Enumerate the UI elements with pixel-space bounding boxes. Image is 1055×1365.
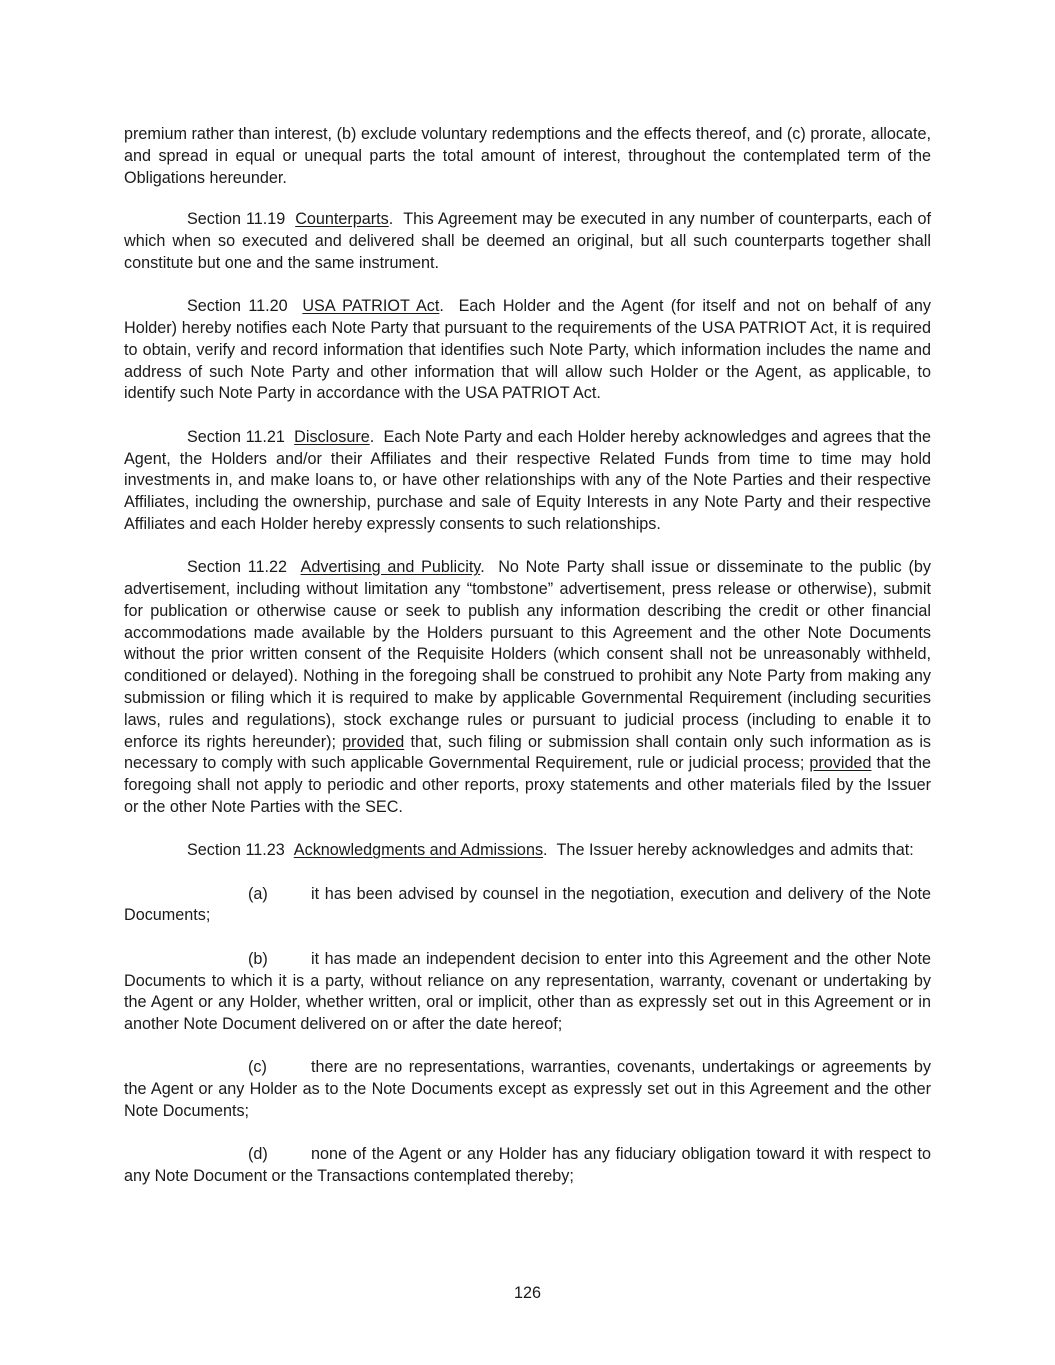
section-body: that the foregoing shall not apply to periodic and other reports, proxy statements and other materials filed by the Issuer or the other Note Parties with the SEC. <box>124 754 932 817</box>
document-page <box>124 124 931 1209</box>
section-body: Each Note Party and each Holder hereby acknowledges and agrees that the Agent, the Holders and/or their Affiliates and their respective Related Funds from time to time may hold investments in, and make loans to, or have other relationships with any of the Note Parties and their respective Affiliates, including the ownership, purchase and sale of Equity Interests in any Note Party and their respective Affiliates and each Holder hereby expressly consents to such relationships. <box>124 427 931 533</box>
section-title: Advertising and Publicity <box>300 558 481 577</box>
provided-term: provided <box>809 754 872 773</box>
list-item <box>124 1057 931 1122</box>
section-body: The Issuer hereby acknowledges and admits that: <box>556 841 914 860</box>
page-number: 126 <box>513 1284 541 1302</box>
list-item <box>124 1144 931 1188</box>
section-11-20: Section 11.20 USA PATRIOT Act. Each Holder and the Agent (for itself and not on behalf of any Holder) hereby notifies each Note Party that pursuant to the requirements of the USA PATRIOT Act, it is required to obtain, verify and record information that identifies such Note Party, which information includes the name and address of such Note Party and other information that will allow such Holder or the Agent, as applicable, to identify such Note Party in accordance with the USA PATRIOT Act. <box>124 297 931 403</box>
section-title: Counterparts <box>295 210 389 229</box>
section-body: No Note Party shall issue or disseminate to the public (by advertisement, including without limitation any “tombstone” advertisement, press release or otherwise), submit for publication or otherwise cause or seek to publish any information describing the credit or other financial accommodations made available by the Holders pursuant to this Agreement and the other Note Documents without the prior written consent of the Requisite Holders (which consent shall not be unreasonably withheld, conditioned or delayed). Nothing in the foregoing shall be construed to prohibit any Note Party from making any submission or filing which it is required to make by applicable Governmental Requirement (including securities laws, rules and regulations), stock exchange rules or pursuant to judicial process (including to enable it to enforce its rights hereunder); <box>124 558 931 751</box>
item-text: there are no representations, warranties, covenants, undertakings or agreements by the Agent or any Holder as to the Note Documents except as expressly set out in this Agreement and the other Note Documents; <box>124 1058 931 1120</box>
provided-term: provided <box>342 732 405 751</box>
section-11-19: Section 11.19 Counterparts. This Agreement may be executed in any number of counterparts, each of which when so executed and delivered shall be deemed an original, but all such counterparts together shall constitute but one and the same instrument. <box>124 210 932 272</box>
item-label: (a) <box>248 884 268 903</box>
section-title: USA PATRIOT Act <box>302 297 440 316</box>
list-item <box>124 884 931 928</box>
list-item <box>124 949 931 1036</box>
item-label: (d) <box>248 1145 268 1164</box>
item-label: (b) <box>248 949 268 968</box>
section-number: Section 11.21 <box>187 427 285 446</box>
item-label: (c) <box>248 1058 267 1077</box>
section-body: Each Holder and the Agent (for itself and not on behalf of any Holder) hereby notifies each Note Party that pursuant to the requirements of the USA PATRIOT Act, it is required to obtain, verify and record information that identifies such Note Party, which information includes the name and address of such Note Party and other information that will allow such Holder or the Agent, as applicable, to identify such Note Party in accordance with the USA PATRIOT Act. <box>124 297 931 403</box>
section-number: Section 11.20 <box>187 297 288 316</box>
section-title: Acknowledgments and Admissions <box>293 841 544 860</box>
section-11-21: Section 11.21 Disclosure. Each Note Party and each Holder hereby acknowledges and agrees that the Agent, the Holders and/or their Affiliates and their respective Related Funds from time to time may hold investments in, and make loans to, or have other relationships with any of the Note Parties and their respective Affiliates, including the ownership, purchase and sale of Equity Interests in any Note Party and their respective Affiliates and each Holder hereby expressly consents to such relationships. <box>124 427 931 533</box>
section-number: Section 11.23 <box>187 841 285 860</box>
item-text: it has made an independent decision to enter into this Agreement and the other Note Documents to which it is a party, without reliance on any representation, warranty, covenant or undertaking by the Agent or any Holder, whether written, oral or implicit, other than as expressly set out in this Agreement or in another Note Document delivered on or after the date hereof; <box>124 949 931 1034</box>
section-body: that, such filing or submission shall contain only such information as is necessary to comply with such applicable Governmental Requirement, rule or judicial process; <box>124 732 932 773</box>
section-number: Section 11.19 <box>187 210 286 229</box>
item-text: it has been advised by counsel in the negotiation, execution and delivery of the Note Documents; <box>124 884 931 925</box>
section-11-23: Section 11.23 Acknowledgments and Admissions. The Issuer hereby acknowledges and admits that: <box>187 841 914 860</box>
section-number: Section 11.22 <box>187 558 288 577</box>
continuation-paragraph <box>124 124 931 189</box>
section-title: Disclosure <box>294 427 370 446</box>
continuation-text: premium rather than interest, (b) exclude voluntary redemptions and the effects thereof, and (c) prorate, allocate, and spread in equal or unequal parts the total amount of interest, throughout the contemplated term of the Obligations hereunder. <box>124 125 931 187</box>
section-body: This Agreement may be executed in any number of counterparts, each of which when so executed and delivered shall be deemed an original, but all such counterparts together shall constitute but one and the same instrument. <box>124 210 932 272</box>
item-text: none of the Agent or any Holder has any fiduciary obligation toward it with respect to any Note Document or the Transactions contemplated thereby; <box>124 1145 931 1186</box>
section-11-22: Section 11.22 Advertising and Publicity. No Note Party shall issue or disseminate to the public (by advertisement, including without limitation any “tombstone” advertisement, press release or otherwise), submit for publication or otherwise cause or seek to publish any information describing the credit or other financial accommodations made available by the Holders pursuant to this Agreement and the other Note Documents without the prior written consent of the Requisite Holders (which consent shall not be unreasonably withheld, conditioned or delayed). Nothing in the foregoing shall be construed to prohibit any Note Party from making any submission or filing which it is required to make by applicable Governmental Requirement (including securities laws, rules and regulations), stock exchange rules or pursuant to judicial process (including to enable it to enforce its rights hereunder); provided that, such filing or submission shall contain only such information as is necessary to comply with such applicable Governmental Requirement, rule or judicial process; provided that the foregoing shall not apply to periodic and other reports, proxy statements and other materials filed by the Issuer or the other Note Parties with the SEC. <box>124 558 932 817</box>
